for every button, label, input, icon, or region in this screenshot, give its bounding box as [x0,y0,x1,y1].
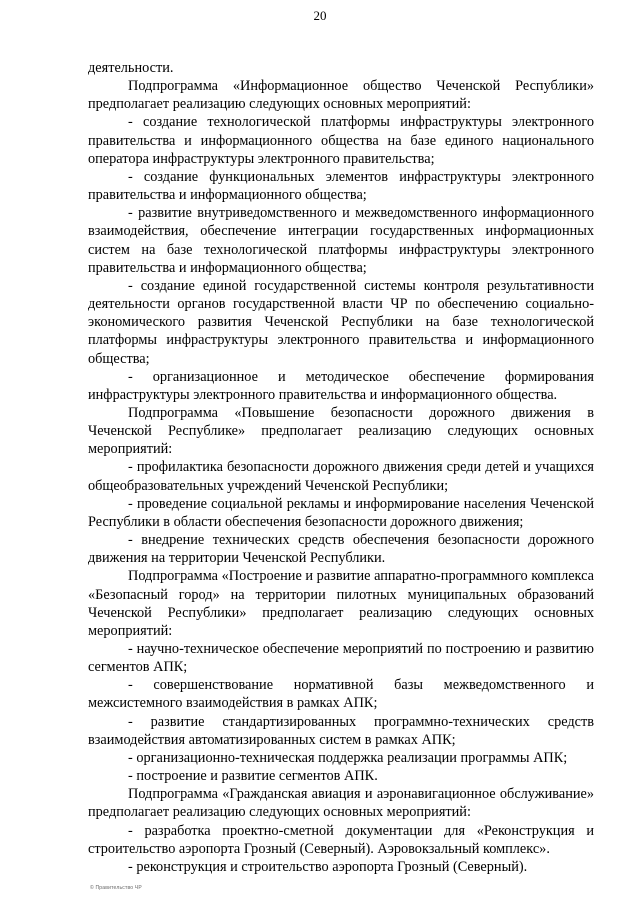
list-item: - научно-техническое обеспечение мероприятий по построению и развитию сегментов АПК; [88,641,594,676]
paragraph: Подпрограмма «Информационное общество Чеченской Республики» предполагает реализацию следующих основных мероприятий: [88,78,594,113]
list-item: - создание единой государственной системы контроля результативности деятельности органов государственной власти ЧР по обеспечению социально-экономического развития Чеченской Республики на базе технологической платформы инфраструктуры электронного правительства и информационного общества; [88,277,594,367]
list-item: - развитие внутриведомственного и межведомственного информационного взаимодействия, обеспечение интеграции государственных информационных систем на базе технологической платформы инфраструктуры электронного правительства и информационного общества; [88,205,594,276]
list-item: - реконструкция и строительство аэропорта Грозный (Северный). [128,858,528,875]
paragraph: Подпрограмма «Построение и развитие аппаратно-программного комплекса «Безопасный город» на территории пилотных муниципальных образований Чеченской Республики» предполагает реализацию следующих основных мероприятий: [88,568,594,639]
list-item: - построение и развитие сегментов АПК. [128,768,378,785]
list-item: - профилактика безопасности дорожного движения среди детей и учащихся общеобразовательных учреждений Чеченской Республики; [88,459,594,494]
paragraph: Подпрограмма «Повышение безопасности дорожного движения в Чеченской Республике» предполагает реализацию следующих основных мероприятий: [88,404,594,458]
list-item: - организационное и методическое обеспечение формирования инфраструктуры электронного правительства и информационного общества. [88,368,594,403]
list-item: - проведение социальной рекламы и информирование населения Чеченской Республики в области обеспечения безопасности дорожного движения; [88,495,594,530]
list-item: - создание функциональных элементов инфраструктуры электронного правительства и информационного общества; [88,168,594,204]
list-item: - развитие стандартизированных программно-технических средств взаимодействия автоматизированных систем в рамках АПК; [88,713,594,748]
paragraph: деятельности. [88,60,174,76]
list-item: - совершенствование нормативной базы межведомственного и межсистемного взаимодействия в рамках АПК; [88,677,594,712]
list-item: - разработка проектно-сметной документации для «Реконструкция и строительство аэропорта Грозный (Северный). Аэровокзальный комплекс». [88,822,594,857]
page-number: 20 [313,8,327,23]
list-item: - внедрение технических средств обеспечения безопасности дорожного движения на территории Чеченской Республики. [88,532,594,567]
paragraph: Подпрограмма «Гражданская авиация и аэронавигационное обслуживание» предполагает реализацию следующих основных мероприятий: [88,786,594,821]
body-text [88,59,594,876]
list-item: - создание технологической платформы инфраструктуры электронного правительства и информационного общества на базе единого национального оператора инфраструктуры электронного правительства; [88,114,594,167]
footer-note: © Правительство ЧР [90,885,142,891]
list-item: - организационно-техническая поддержка реализации программы АПК; [128,749,568,766]
